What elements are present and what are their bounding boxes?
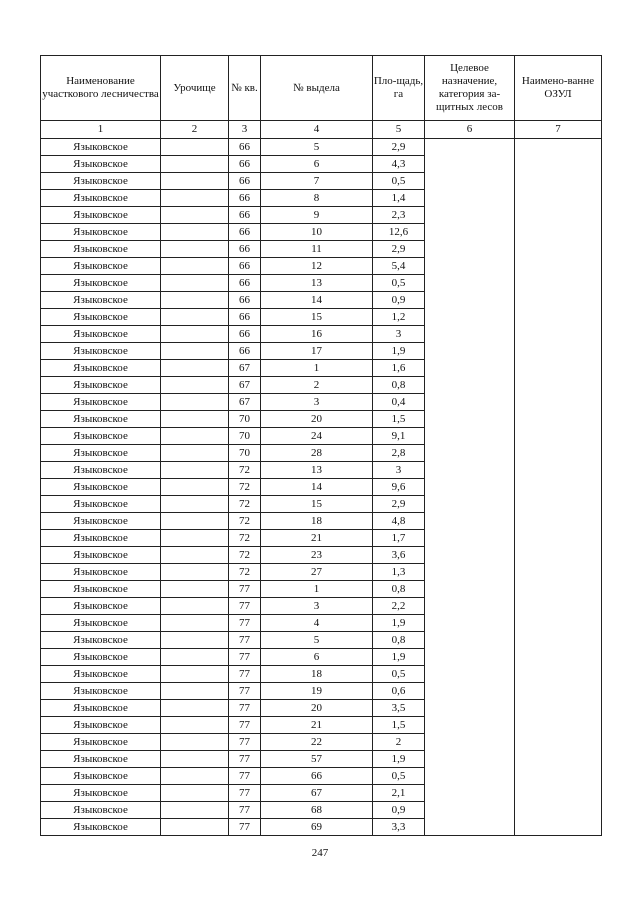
cell-area: 2,9 xyxy=(373,496,425,513)
cell-forestry: Языковское xyxy=(41,700,161,717)
cell-tract xyxy=(161,496,229,513)
cell-area: 0,5 xyxy=(373,768,425,785)
cell-quarter: 77 xyxy=(229,615,261,632)
cell-tract xyxy=(161,173,229,190)
cell-area: 5,4 xyxy=(373,258,425,275)
cell-plot: 3 xyxy=(261,598,373,615)
col-header-ozul: Наимено-ванне ОЗУЛ xyxy=(515,56,602,121)
cell-plot: 18 xyxy=(261,513,373,530)
cell-area: 3 xyxy=(373,326,425,343)
cell-quarter: 77 xyxy=(229,785,261,802)
cell-forestry: Языковское xyxy=(41,292,161,309)
cell-forestry: Языковское xyxy=(41,632,161,649)
cell-plot: 5 xyxy=(261,632,373,649)
cell-tract xyxy=(161,666,229,683)
cell-quarter: 66 xyxy=(229,275,261,292)
cell-forestry: Языковское xyxy=(41,802,161,819)
cell-forestry: Языковское xyxy=(41,734,161,751)
cell-plot: 14 xyxy=(261,479,373,496)
cell-plot: 20 xyxy=(261,700,373,717)
col-header-tract: Урочище xyxy=(161,56,229,121)
cell-tract xyxy=(161,190,229,207)
cell-area: 3,6 xyxy=(373,547,425,564)
cell-area: 0,8 xyxy=(373,377,425,394)
cell-plot: 15 xyxy=(261,309,373,326)
cell-plot: 57 xyxy=(261,751,373,768)
cell-tract xyxy=(161,292,229,309)
cell-area: 4,3 xyxy=(373,156,425,173)
cell-forestry: Языковское xyxy=(41,173,161,190)
cell-quarter: 77 xyxy=(229,802,261,819)
cell-tract xyxy=(161,462,229,479)
col-number: 5 xyxy=(373,121,425,139)
cell-quarter: 77 xyxy=(229,581,261,598)
cell-forestry: Языковское xyxy=(41,326,161,343)
cell-forestry: Языковское xyxy=(41,207,161,224)
cell-plot: 16 xyxy=(261,326,373,343)
cell-quarter: 67 xyxy=(229,360,261,377)
cell-plot: 22 xyxy=(261,734,373,751)
cell-tract xyxy=(161,819,229,836)
col-number: 4 xyxy=(261,121,373,139)
cell-tract xyxy=(161,156,229,173)
cell-tract xyxy=(161,615,229,632)
forest-table xyxy=(40,55,602,836)
cell-forestry: Языковское xyxy=(41,258,161,275)
col-number: 6 xyxy=(425,121,515,139)
cell-area: 1,9 xyxy=(373,343,425,360)
cell-area: 1,5 xyxy=(373,411,425,428)
cell-quarter: 72 xyxy=(229,496,261,513)
cell-forestry: Языковское xyxy=(41,496,161,513)
cell-plot: 4 xyxy=(261,615,373,632)
cell-tract xyxy=(161,598,229,615)
cell-tract xyxy=(161,530,229,547)
cell-quarter: 66 xyxy=(229,224,261,241)
cell-plot: 66 xyxy=(261,768,373,785)
cell-area: 9,6 xyxy=(373,479,425,496)
cell-tract xyxy=(161,258,229,275)
cell-area: 2,1 xyxy=(373,785,425,802)
cell-area: 2,3 xyxy=(373,207,425,224)
cell-tract xyxy=(161,564,229,581)
cell-forestry: Языковское xyxy=(41,547,161,564)
cell-area: 2,8 xyxy=(373,445,425,462)
cell-forestry: Языковское xyxy=(41,462,161,479)
cell-tract xyxy=(161,241,229,258)
cell-quarter: 72 xyxy=(229,462,261,479)
cell-quarter: 66 xyxy=(229,241,261,258)
cell-quarter: 66 xyxy=(229,207,261,224)
cell-area: 1,2 xyxy=(373,309,425,326)
cell-forestry: Языковское xyxy=(41,377,161,394)
cell-area: 1,9 xyxy=(373,615,425,632)
cell-area: 9,1 xyxy=(373,428,425,445)
col-header-quarter: № кв. xyxy=(229,56,261,121)
cell-forestry: Языковское xyxy=(41,445,161,462)
cell-quarter: 66 xyxy=(229,156,261,173)
cell-plot: 68 xyxy=(261,802,373,819)
cell-ozul xyxy=(515,139,602,836)
cell-forestry: Языковское xyxy=(41,615,161,632)
cell-forestry: Языковское xyxy=(41,139,161,156)
cell-quarter: 66 xyxy=(229,292,261,309)
cell-area: 2,9 xyxy=(373,241,425,258)
table-row xyxy=(41,139,602,156)
cell-area: 4,8 xyxy=(373,513,425,530)
cell-area: 0,8 xyxy=(373,581,425,598)
cell-plot: 11 xyxy=(261,241,373,258)
column-number-row xyxy=(41,121,602,139)
cell-forestry: Языковское xyxy=(41,598,161,615)
cell-plot: 5 xyxy=(261,139,373,156)
cell-purpose xyxy=(425,139,515,836)
cell-forestry: Языковское xyxy=(41,394,161,411)
col-header-area: Пло-щадь, га xyxy=(373,56,425,121)
col-number: 3 xyxy=(229,121,261,139)
col-number: 1 xyxy=(41,121,161,139)
cell-area: 1,3 xyxy=(373,564,425,581)
cell-forestry: Языковское xyxy=(41,649,161,666)
cell-area: 1,6 xyxy=(373,360,425,377)
cell-area: 0,8 xyxy=(373,632,425,649)
cell-area: 1,9 xyxy=(373,649,425,666)
cell-area: 0,5 xyxy=(373,173,425,190)
cell-forestry: Языковское xyxy=(41,513,161,530)
cell-forestry: Языковское xyxy=(41,768,161,785)
cell-tract xyxy=(161,207,229,224)
cell-plot: 21 xyxy=(261,717,373,734)
cell-tract xyxy=(161,751,229,768)
col-header-forestry: Наименование участкового лесничества xyxy=(41,56,161,121)
cell-forestry: Языковское xyxy=(41,751,161,768)
cell-plot: 6 xyxy=(261,156,373,173)
col-number: 2 xyxy=(161,121,229,139)
cell-tract xyxy=(161,768,229,785)
cell-area: 0,4 xyxy=(373,394,425,411)
cell-quarter: 77 xyxy=(229,598,261,615)
cell-tract xyxy=(161,411,229,428)
cell-quarter: 72 xyxy=(229,564,261,581)
cell-forestry: Языковское xyxy=(41,343,161,360)
cell-tract xyxy=(161,785,229,802)
cell-plot: 10 xyxy=(261,224,373,241)
cell-quarter: 66 xyxy=(229,326,261,343)
cell-tract xyxy=(161,717,229,734)
cell-quarter: 77 xyxy=(229,751,261,768)
cell-tract xyxy=(161,309,229,326)
cell-area: 2,9 xyxy=(373,139,425,156)
cell-quarter: 70 xyxy=(229,428,261,445)
cell-plot: 15 xyxy=(261,496,373,513)
cell-plot: 14 xyxy=(261,292,373,309)
cell-area: 1,7 xyxy=(373,530,425,547)
cell-quarter: 77 xyxy=(229,666,261,683)
cell-plot: 1 xyxy=(261,360,373,377)
cell-quarter: 72 xyxy=(229,479,261,496)
cell-plot: 23 xyxy=(261,547,373,564)
cell-area: 12,6 xyxy=(373,224,425,241)
col-number: 7 xyxy=(515,121,602,139)
cell-quarter: 70 xyxy=(229,445,261,462)
cell-quarter: 70 xyxy=(229,411,261,428)
cell-area: 3,3 xyxy=(373,819,425,836)
cell-forestry: Языковское xyxy=(41,717,161,734)
cell-plot: 19 xyxy=(261,683,373,700)
cell-tract xyxy=(161,581,229,598)
cell-area: 2 xyxy=(373,734,425,751)
cell-forestry: Языковское xyxy=(41,241,161,258)
cell-forestry: Языковское xyxy=(41,275,161,292)
cell-forestry: Языковское xyxy=(41,479,161,496)
cell-quarter: 77 xyxy=(229,649,261,666)
cell-tract xyxy=(161,547,229,564)
cell-tract xyxy=(161,513,229,530)
cell-area: 0,6 xyxy=(373,683,425,700)
cell-plot: 12 xyxy=(261,258,373,275)
cell-plot: 21 xyxy=(261,530,373,547)
cell-tract xyxy=(161,683,229,700)
cell-quarter: 66 xyxy=(229,173,261,190)
cell-tract xyxy=(161,649,229,666)
cell-tract xyxy=(161,326,229,343)
cell-tract xyxy=(161,139,229,156)
cell-plot: 17 xyxy=(261,343,373,360)
cell-forestry: Языковское xyxy=(41,309,161,326)
cell-quarter: 66 xyxy=(229,309,261,326)
cell-forestry: Языковское xyxy=(41,428,161,445)
cell-forestry: Языковское xyxy=(41,360,161,377)
cell-forestry: Языковское xyxy=(41,530,161,547)
cell-area: 0,5 xyxy=(373,275,425,292)
cell-forestry: Языковское xyxy=(41,581,161,598)
cell-plot: 69 xyxy=(261,819,373,836)
cell-tract xyxy=(161,734,229,751)
header-row xyxy=(41,56,602,121)
cell-tract xyxy=(161,428,229,445)
cell-area: 1,9 xyxy=(373,751,425,768)
cell-tract xyxy=(161,275,229,292)
cell-tract xyxy=(161,479,229,496)
cell-forestry: Языковское xyxy=(41,190,161,207)
cell-plot: 2 xyxy=(261,377,373,394)
cell-plot: 9 xyxy=(261,207,373,224)
cell-plot: 18 xyxy=(261,666,373,683)
cell-plot: 6 xyxy=(261,649,373,666)
cell-tract xyxy=(161,224,229,241)
cell-quarter: 77 xyxy=(229,819,261,836)
cell-quarter: 66 xyxy=(229,190,261,207)
cell-tract xyxy=(161,632,229,649)
cell-forestry: Языковское xyxy=(41,156,161,173)
cell-plot: 13 xyxy=(261,275,373,292)
cell-area: 1,5 xyxy=(373,717,425,734)
cell-forestry: Языковское xyxy=(41,683,161,700)
cell-plot: 27 xyxy=(261,564,373,581)
cell-quarter: 77 xyxy=(229,683,261,700)
cell-area: 3,5 xyxy=(373,700,425,717)
cell-area: 1,4 xyxy=(373,190,425,207)
table-body xyxy=(41,139,602,836)
cell-forestry: Языковское xyxy=(41,819,161,836)
cell-tract xyxy=(161,394,229,411)
cell-quarter: 72 xyxy=(229,530,261,547)
cell-quarter: 66 xyxy=(229,139,261,156)
cell-quarter: 67 xyxy=(229,394,261,411)
cell-quarter: 67 xyxy=(229,377,261,394)
cell-forestry: Языковское xyxy=(41,785,161,802)
col-header-purpose: Целевое назначение, категория за-щитных лесов xyxy=(425,56,515,121)
cell-area: 3 xyxy=(373,462,425,479)
cell-forestry: Языковское xyxy=(41,666,161,683)
cell-quarter: 72 xyxy=(229,547,261,564)
cell-plot: 7 xyxy=(261,173,373,190)
cell-plot: 1 xyxy=(261,581,373,598)
cell-plot: 20 xyxy=(261,411,373,428)
cell-quarter: 66 xyxy=(229,343,261,360)
col-header-plot: № выдела xyxy=(261,56,373,121)
cell-plot: 8 xyxy=(261,190,373,207)
cell-quarter: 66 xyxy=(229,258,261,275)
cell-tract xyxy=(161,360,229,377)
cell-plot: 24 xyxy=(261,428,373,445)
cell-quarter: 77 xyxy=(229,700,261,717)
cell-area: 0,5 xyxy=(373,666,425,683)
cell-plot: 13 xyxy=(261,462,373,479)
cell-area: 2,2 xyxy=(373,598,425,615)
cell-plot: 28 xyxy=(261,445,373,462)
cell-tract xyxy=(161,802,229,819)
cell-quarter: 77 xyxy=(229,717,261,734)
cell-area: 0,9 xyxy=(373,802,425,819)
cell-plot: 3 xyxy=(261,394,373,411)
cell-quarter: 77 xyxy=(229,734,261,751)
cell-area: 0,9 xyxy=(373,292,425,309)
cell-forestry: Языковское xyxy=(41,224,161,241)
cell-plot: 67 xyxy=(261,785,373,802)
cell-tract xyxy=(161,445,229,462)
cell-quarter: 77 xyxy=(229,632,261,649)
cell-quarter: 77 xyxy=(229,768,261,785)
cell-forestry: Языковское xyxy=(41,411,161,428)
cell-tract xyxy=(161,700,229,717)
page-number: 247 xyxy=(311,847,329,859)
cell-quarter: 72 xyxy=(229,513,261,530)
cell-tract xyxy=(161,377,229,394)
cell-forestry: Языковское xyxy=(41,564,161,581)
cell-tract xyxy=(161,343,229,360)
